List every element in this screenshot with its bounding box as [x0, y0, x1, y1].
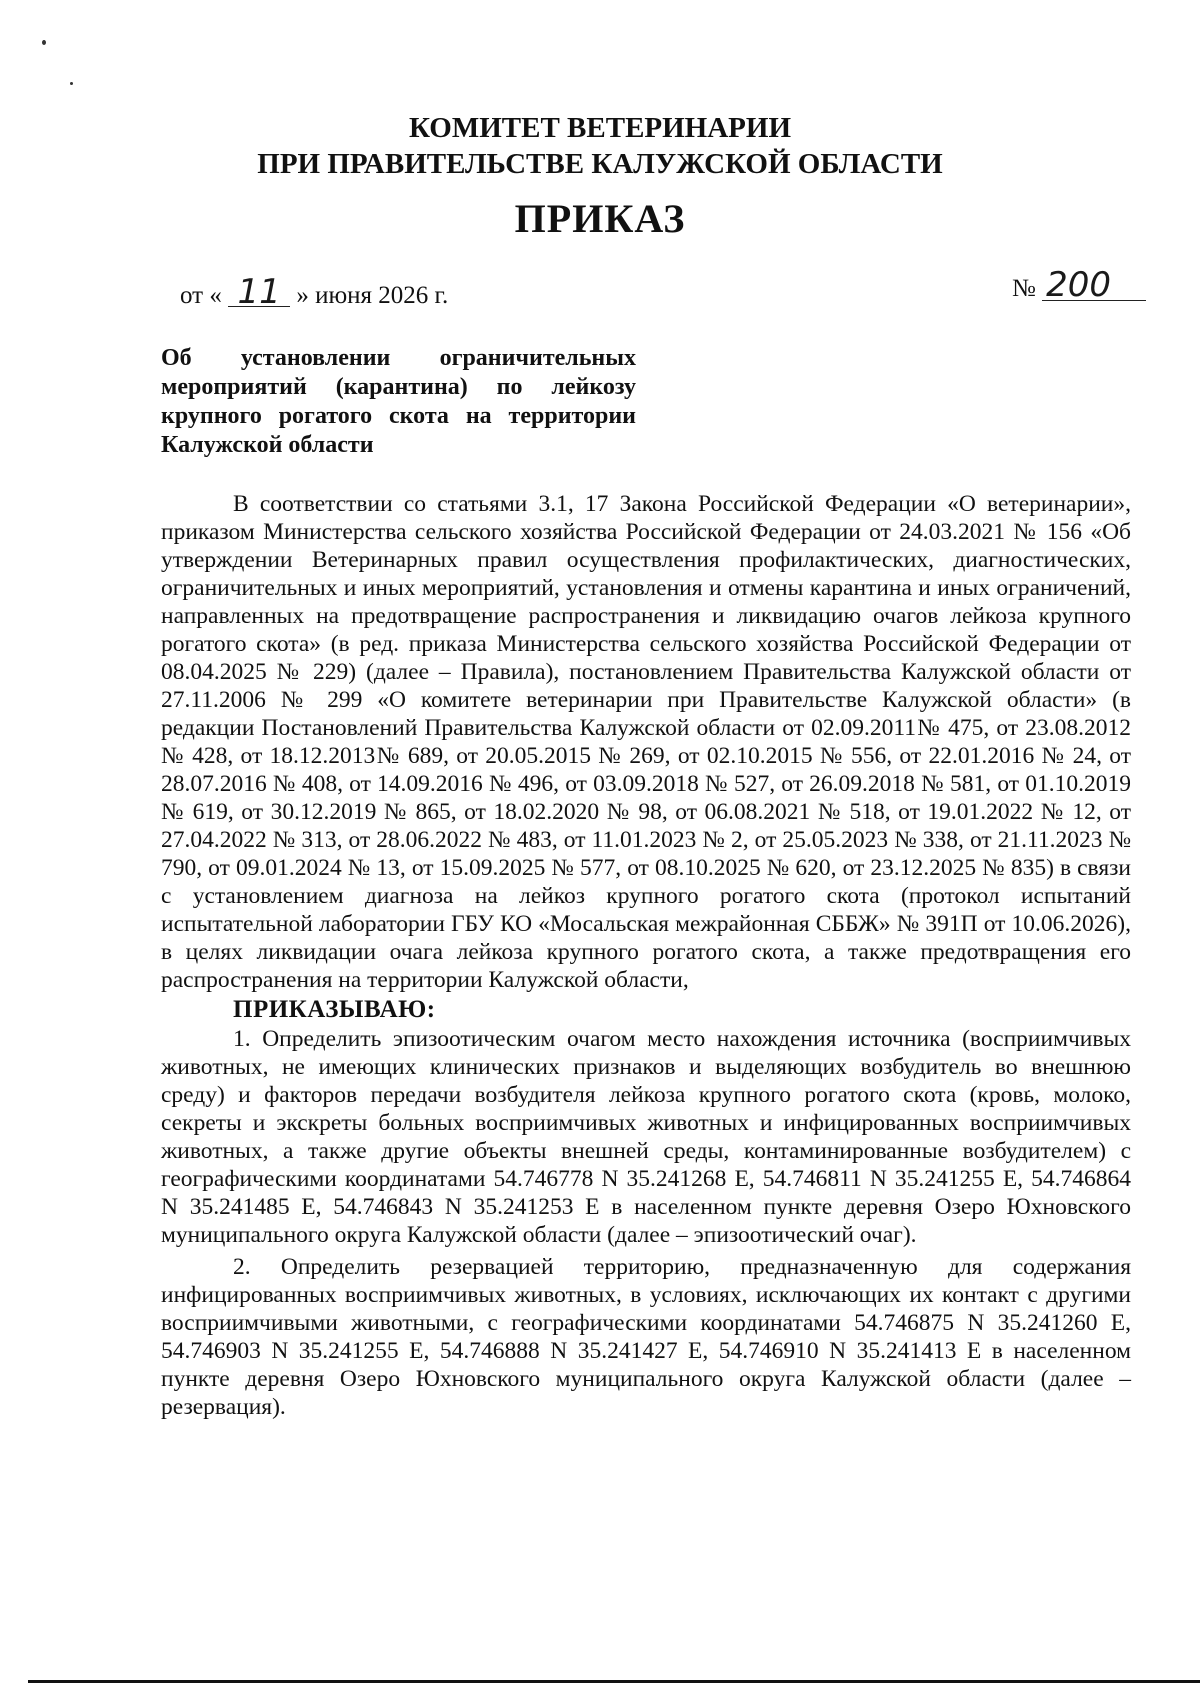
order-item-2: 2. Определить резервацией территорию, предназначенную для содержания инфицированных восприимчивых животных, в условиях, исключающих их контакт с другими восприимчивыми животными, с географическими координатами 54.746875 N 35.241260 E, 54.746903 N 35.241255 E, 54.746888 N 35.241427 E, 54.746910 N 35.241413 E в населенном пункте деревня Озеро Юхновского муниципального округа Калужской области (далее – резервация).: [161, 1254, 1131, 1420]
organization-header: [0, 110, 1200, 182]
scan-speck: [42, 40, 46, 45]
order-item-1: 1. Определить эпизоотическим очагом место нахождения источника (восприимчивых животных, не имеющих клинических признаков и выделяющих возбудитель во внешнюю среду) и факторов передачи возбудителя лейкоза крупного рогатого скота (кровь, молоко, секреты и экскреты больных восприимчивых животных и инфицированных восприимчивых животных, а также другие объекты внешней среды, контаминированные возбудителем) с географическими координатами 54.746778 N 35.241268 E, 54.746811 N 35.241255 E, 54.746864 N 35.241485 E, 54.746843 N 35.241253 E в населенном пункте деревня Озеро Юхновского муниципального округа Калужской области (далее – эпизоотический очаг).: [161, 1026, 1131, 1248]
page-bottom-rule: [28, 1680, 1200, 1683]
number-value-handwritten: 200: [1042, 270, 1146, 301]
document-date: [180, 272, 449, 312]
document-title: ПРИКАЗ: [514, 196, 686, 241]
date-prefix: от «: [180, 282, 222, 309]
preamble-paragraph: В соответствии со статьями 3.1, 17 Закона Российской Федерации «О ветеринарии», приказом Министерства сельского хозяйства Российской Федерации от 24.03.2021 № 156 «Об утверждении Ветеринарных правил осуществления профилактических, диагностических, ограничительных и иных мероприятий, установления и отмены карантина и иных ограничений, направленных на предотвращение распространения и ликвидацию очагов лейкоза крупного рогатого скота» (в ред. приказа Министерства сельского хозяйства Российской Федерации от 08.04.2025 № 229) (далее – Правила), постановлением Правительства Калужской области от 27.11.2006 № 299 «О комитете ветеринарии при Правительстве Калужской области» (в редакции Постановлений Правительства Калужской области от 02.09.2011№ 475, от 23.08.2012 № 428, от 18.12.2013№ 689, от 20.05.2015 № 269, от 02.10.2015 № 556, от 22.01.2016 № 24, от 28.07.2016 № 408, от 14.09.2016 № 496, от 03.09.2018 № 527, от 26.09.2018 № 581, от 01.10.2019 № 619, от 30.12.2019 № 865, от 18.02.2020 № 98, от 06.08.2021 № 518, от 19.01.2022 № 12, от 27.04.2022 № 313, от 28.06.2022 № 483, от 11.01.2023 № 2, от 25.05.2023 № 338, от 21.11.2023 № 790, от 09.01.2024 № 13, от 15.09.2025 № 577, от 08.10.2025 № 620, от 23.12.2025 № 835) в связи с установлением диагноза на лейкоз крупного рогатого скота (протокол испытаний испытательной лаборатории ГБУ КО «Мосальская межрайонная СББЖ» № 391П от 10.06.2026), в целях ликвидации очага лейкоза крупного рогатого скота, а также предотвращения его распространения на территории Калужской области,: [161, 491, 1131, 993]
document-body: [161, 490, 1131, 1421]
subject-line: Об установлении ограничительных: [161, 345, 636, 371]
date-suffix: » июня 2026 г.: [296, 282, 449, 309]
subject-line: крупного рогатого скота на территории: [161, 403, 636, 429]
document-subject: [161, 344, 636, 460]
scan-speck: [70, 82, 73, 85]
subject-line: Калужской области: [161, 432, 374, 458]
decree-heading: ПРИКАЗЫВАЮ:: [233, 996, 436, 1023]
organization-line-1: КОМИТЕТ ВЕТЕРИНАРИИ: [408, 112, 792, 144]
subject-line: мероприятий (карантина) по лейкозу: [161, 374, 636, 400]
number-sign: №: [1012, 275, 1036, 302]
date-day-handwritten: 11: [228, 278, 290, 307]
organization-line-2: ПРИ ПРАВИТЕЛЬСТВЕ КАЛУЖСКОЙ ОБЛАСТИ: [257, 148, 943, 180]
document-number: [1012, 265, 1146, 305]
